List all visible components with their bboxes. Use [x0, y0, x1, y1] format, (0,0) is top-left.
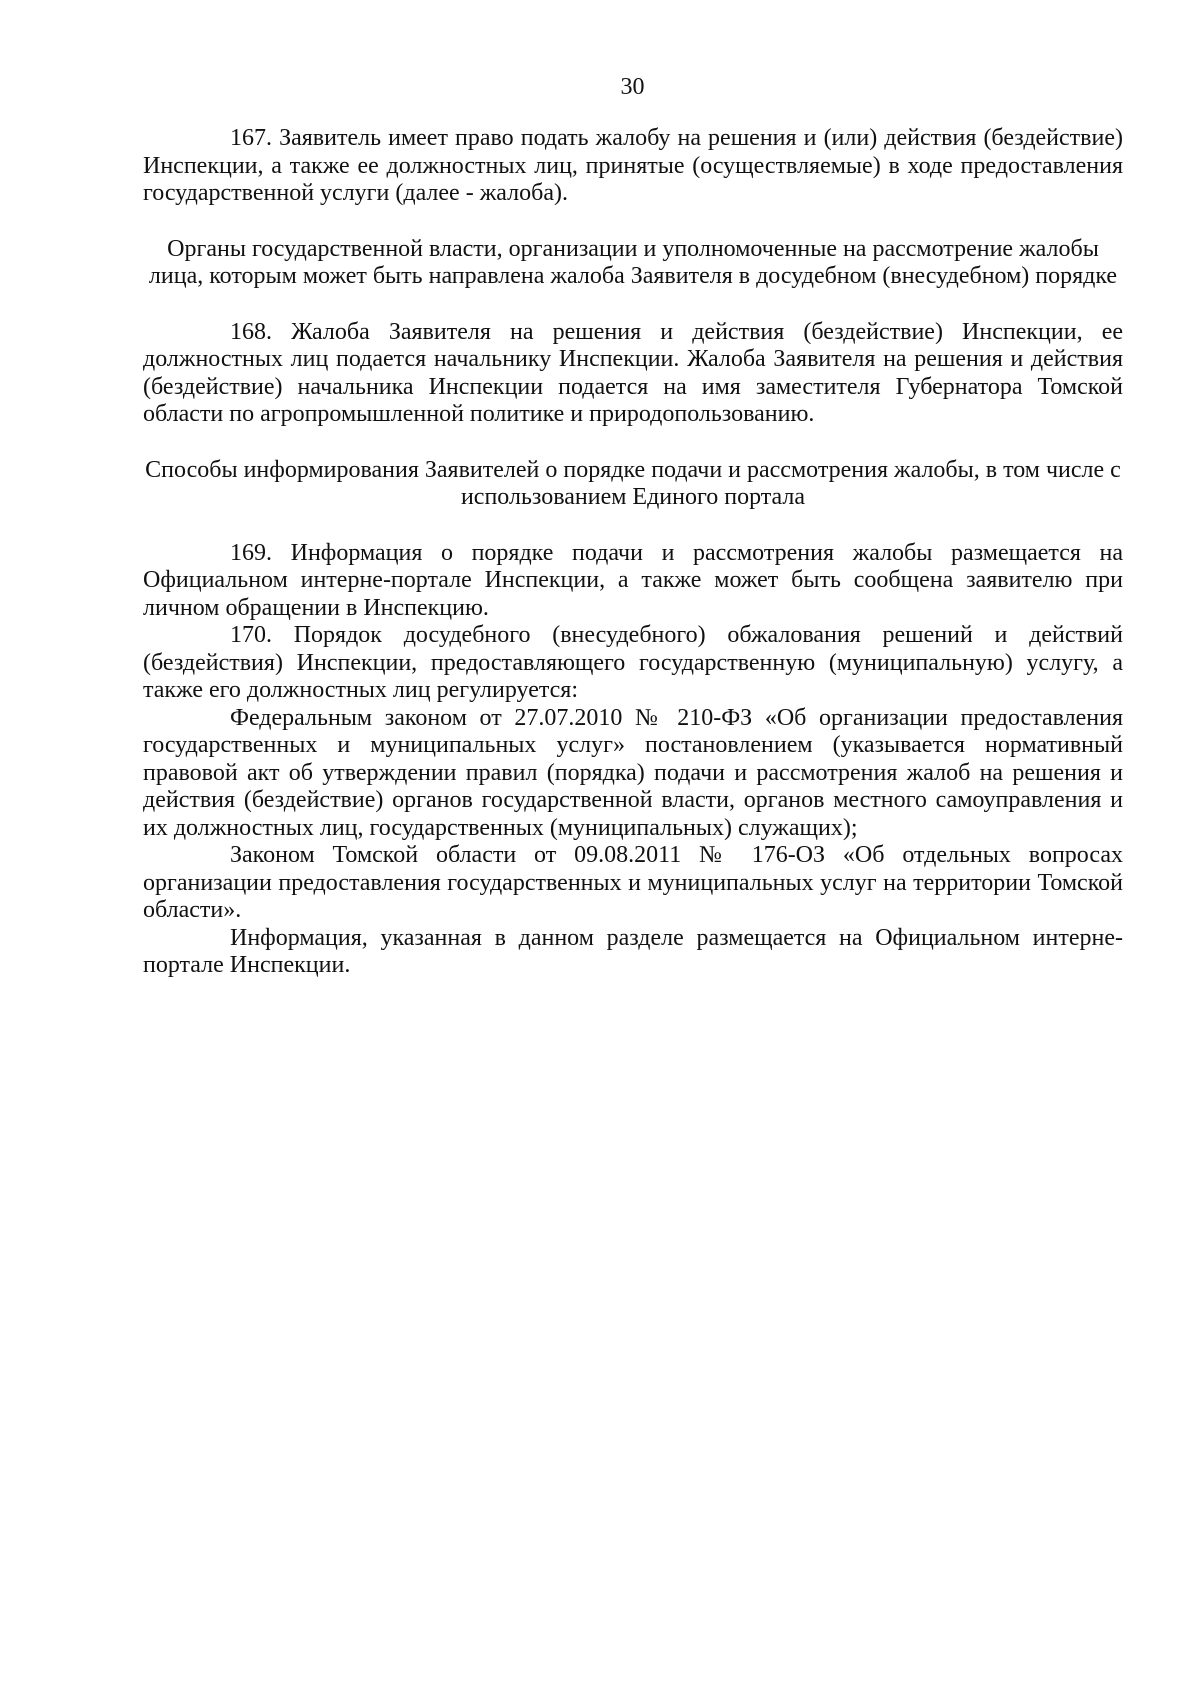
document-body: [143, 125, 1123, 980]
paragraph-info-placement: Информация, указанная в данном разделе размещается на Официальном интерне-портале Инспекции.: [143, 924, 1123, 978]
paragraph-federal-law: Федеральным законом от 27.07.2010 № 210-ФЗ «Об организации предоставления государственных и муниципальных услуг» постановлением (указывается нормативный правовой акт об утверждении правил (порядка) подачи и рассмотрения жалоб на решения и действия (бездействие) органов государственной власти, органов местного самоуправления и их должностных лиц, государственных (муниципальных) служащих);: [143, 704, 1123, 841]
paragraph-169: 169. Информация о порядке подачи и рассмотрения жалобы размещается на Официальном интерне-портале Инспекции, а также может быть сообщена заявителю при личном обращении в Инспекцию.: [143, 539, 1123, 621]
paragraph-170: 170. Порядок досудебного (внесудебного) обжалования решений и действий (бездействия) Инспекции, предоставляющего государственную (муниципальную) услугу, а также его должностных лиц регулируется:: [143, 622, 1123, 703]
page-number: 30: [620, 74, 645, 100]
section-heading-informing-methods: Способы информирования Заявителей о порядке подачи и рассмотрения жалобы, в том числе с использованием Единого портала: [145, 456, 1121, 510]
paragraph-167: 167. Заявитель имеет право подать жалобу на решения и (или) действия (бездействие) Инспекции, а также ее должностных лиц, принятые (осуществляемые) в ходе предоставления государственной услуги (далее - жалоба).: [143, 125, 1123, 206]
paragraph-168: 168. Жалоба Заявителя на решения и действия (бездействие) Инспекции, ее должностных лиц подается начальнику Инспекции. Жалоба Заявителя на решения и действия (бездействие) начальника Инспекции подается на имя заместителя Губернатора Томской области по агропромышленной политике и природопользованию.: [143, 318, 1123, 427]
section-heading-complaint-authorities: Органы государственной власти, организации и уполномоченные на рассмотрение жалобы лица, которым может быть направлена жалоба Заявителя в досудебном (внесудебном) порядке: [148, 235, 1118, 289]
paragraph-tomsk-law: Законом Томской области от 09.08.2011 № 176-ОЗ «Об отдельных вопросах организации предоставления государственных и муниципальных услуг на территории Томской области».: [143, 842, 1123, 923]
